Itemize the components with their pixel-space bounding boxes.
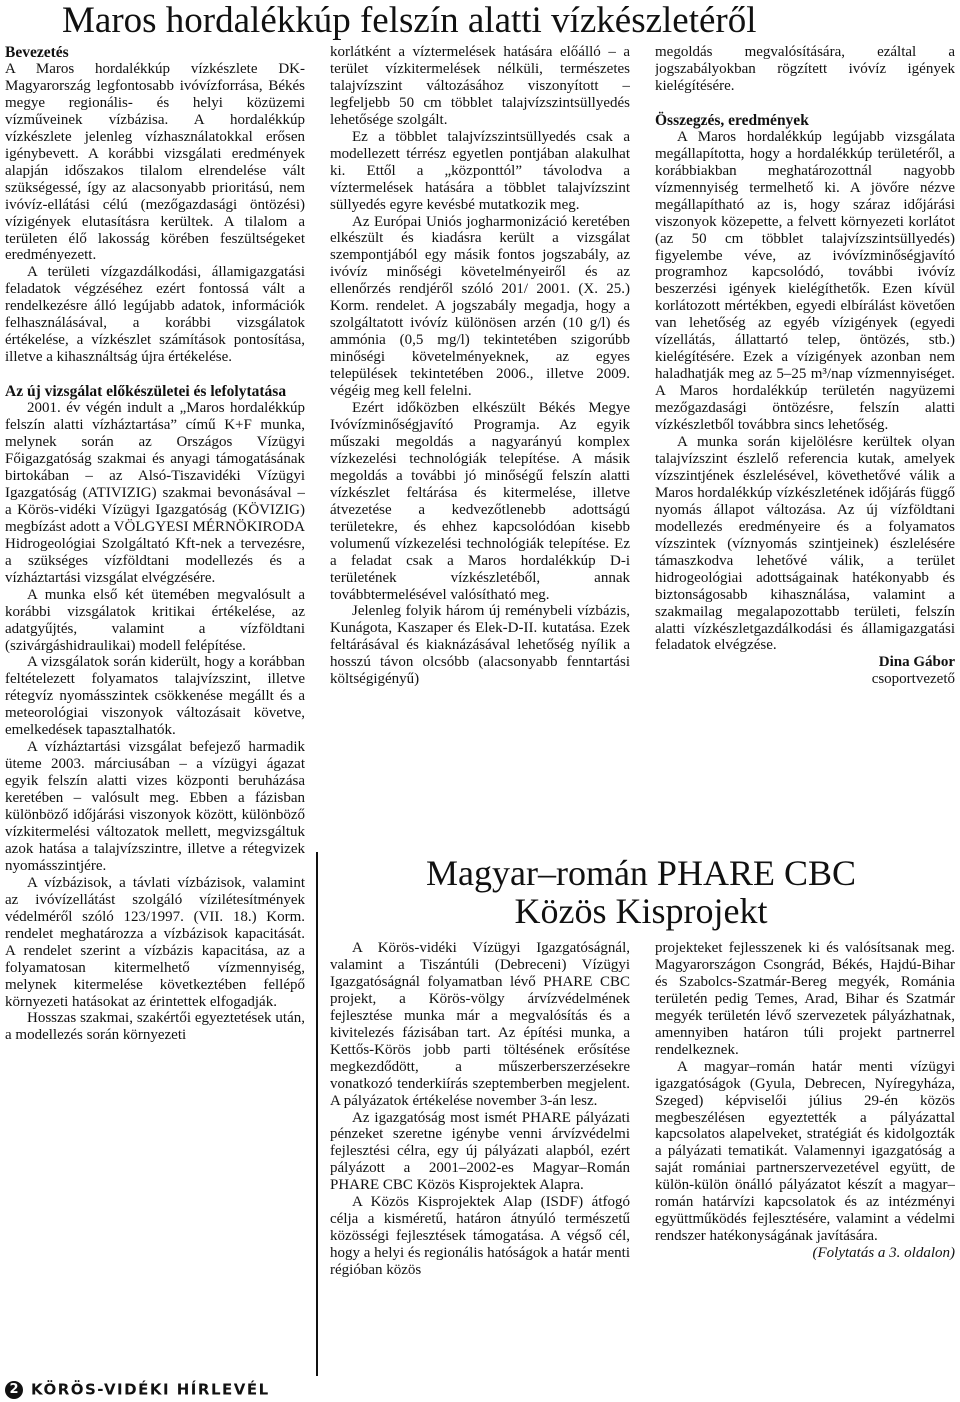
paragraph: A munka során kijelölésre kerültek olyan talajvízszint észlelő referencia kutak, amelyek vízszintjének észlelésével, követhetővé válik a Maros hordalékkúp vízkészletének időjárás függő nyomás állapot változása. Az új vízföldtani modellezés eredményeire és a folyamatos vízszintek (víznyomás szintjeinek) észlelésére támaszkodva lehetővé válik, a terület hidrogeológiai adottságainak hatékonyabb és biztonságosabb kihasználása, valamint a szakmailag megalapozottabb területi, felszín alatti vízkészletgazdálkodási és államigazgatási feladatok elvégzése. xyxy=(655,434,955,654)
paragraph: Hosszas szakmai, szakértői egyeztetések után, a modellezés során környezeti xyxy=(5,1010,305,1044)
paragraph: A Maros hordalékkúp vízkészlete DK-Magyarország legfontosabb ivóvízforrása, Békés megye regionális- és helyi közüzemi vízműveinek vízbázisa. A hordalékkúp vízkészlete jelenleg vízhasználatokkal erősen igénybevett. A korábbi vizsgálati eredmények alapján időszakos tilalom elrendelése vált szükségessé, így az alacsonyabb prioritású, nem ivóvíz-ellátási célú (mezőgazdasági öntözési) vízigények elutasításra kerültek. A tilalom a területen élő lakosság körében feszültségeket eredményezett. xyxy=(5,61,305,264)
paragraph: A vízbázisok, a távlati vízbázisok, valamint az ivóvízellátást szolgáló vízilétesítmények védelméről szóló 123/1997. (VII. 18.) Korm. rendelet meghatározza a vízbázisok kapacitását. A rendelet szerint a vízbázis kapacitása, az a folyamatosan kitermelhető vízmennyiség, melynek kitermelése következtében fellépő környezeti hatásokat az érintettek elfogadják. xyxy=(5,874,305,1010)
page-footer xyxy=(5,1378,405,1400)
paragraph: A munka első két ütemében megvalósult a korábbi vizsgálatok kritikai értékelése, az adatgyűjtés, valamint a vízföldtani (szivárgáshidraulikai) modell felépítése. xyxy=(5,586,305,654)
article2-title-line1: Magyar–román PHARE CBC xyxy=(426,853,856,893)
paragraph: A Maros hordalékkúp legújabb vizsgálata megállapította, hogy a hordalékkúp területéről, a korábbiakban meghatározottnál nagyobb vízmennyiség termelhető ki. A jövőre nézve megállapítható az is, hogy száraz időjárási viszonyok közepette, a felvett környezeti korlátot (az 50 cm többlet talajvízszintsüllyedés) figyelembe véve, az ivóvízminőségjavító programhoz kapcsolódó, további ivóvíz beszerzési igények kielégíthetők. Ezen kívül korlátozott mértékben, egyedi elbírálást követően van lehetőség az egyéb vízigények (egyedi vízellátás, állattartó telep, öntözés, stb.) kielégítésére. Ezek a vízigények azonban nem haladhatják meg az 5–25 m³/nap vízmennyiséget. A Maros hordalékkúp területén nagyüzemi mezőgazdasági öntözésre, felszín alatti vízkészletből továbbra sincs lehetőség. xyxy=(655,128,955,434)
paragraph: Ezért időközben elkészült Békés Megye Ivóvízminőségjavító Programja. Az egyik műszaki megoldás a nagyarányú komplex vízkezelési technológiák telepítése. A másik megoldás a további jó minőségű felszín alatti vízkészlet feltárása és kitermelése, illetve átvezetése a kedvezőtlenebb adottságú területekre, és ehhez kapcsolódóan kisebb volumenű vízkezelési technológiák telepítése. Ez a feladat csak a Maros hordalékkúp D-i területének vízkészletéből, annak továbbtermelésével valósítható meg. xyxy=(330,400,630,603)
section-heading: Összegzés, eredmények xyxy=(655,111,809,129)
article2-column-2 xyxy=(655,940,955,1374)
article1-column-3 xyxy=(655,44,955,836)
page-title xyxy=(0,0,960,42)
paragraph: Az igazgatóság most ismét PHARE pályázati pénzeket szeretne igénybe venni árvízvédelmi fejlesztési célra, egy új pályázati alapból, ezért pályázott a 2001–2002-es Magyar–Román PHARE CBC Közös Kisprojektek Alapra. xyxy=(330,1109,630,1194)
paragraph: A területi vízgazdálkodási, államigazgatási feladatok végzéséhez ezért fontossá vált a rendelkezésre álló legújabb adatok, információk felhasználásával, a korábbi vizsgálatok értékelése, a vízkészlet számítások pontosítása, illetve a kihasználtság újra értékelése. xyxy=(5,264,305,366)
page-number: 2 xyxy=(5,1381,23,1399)
column-divider xyxy=(316,852,318,1376)
section-spacer xyxy=(655,95,955,112)
paragraph: Ez a többlet talajvízszintsüllyedés csak a modellezett térrész egyetlen pontjában alakulhat ki. Ettől a „központtól” távolodva a víztermelések hatására a többlet talajvízszint süllyedés egyre kevésbé mutatkozik meg. xyxy=(330,128,630,213)
article2-column-1 xyxy=(330,940,630,1374)
paragraph: A Közös Kisprojektek Alap (ISDF) átfogó célja a kisméretű, határon átnyúló természetű közösségi fejlesztések támogatása. A végső cél, hogy a helyi és regionális hatóságok a határ menti régióban közös xyxy=(330,1194,630,1279)
article1-column-1 xyxy=(5,44,305,1376)
article2-title xyxy=(322,854,960,932)
continued-note: (Folytatás a 3. oldalon) xyxy=(812,1245,955,1262)
paragraph: A vízháztartási vizsgálat befejező harmadik üteme 2003. márciusában – a vízügyi ágazat egyik felszín alatti vizes központi beruházása keretében – valósult meg. Ebben a fázisban különböző időjárási viszonyok között, különböző vízkitermelési változatok mellett, megvizsgáltuk azok hatása a talajvízszintre, illetve a rétegvizek nyomásszintjére. xyxy=(5,739,305,874)
author-role: csoportvezető xyxy=(871,671,955,688)
author-name: Dina Gábor xyxy=(878,654,955,671)
paragraph: A magyar–román határ menti vízügyi igazgatóságok (Gyula, Debrecen, Nyíregyháza, Szeged) képviselői július 29-én közös megbeszélésen egyeztették a pályázattal kapcsolatos alapelveket, stratégiát és kidolgozták a pályázati tematikát. Valamennyi igazgatóság a saját romániai partnerszervezetével együtt, de külön-külön önálló pályázatot készít a magyar–román határvízi kapcsolatok és az intézményi együttműködés fejlesztésére, valamint a védelmi rendszer hatékonyságának javítására. xyxy=(655,1058,955,1245)
section-spacer xyxy=(5,366,305,383)
article2-title-line2: Közös Kisprojekt xyxy=(514,891,768,931)
paragraph: 2001. év végén indult a „Maros hordalékkúp felszín alatti vízháztartása” című K+F munka, melynek során az Országos Vízügyi Főigazgatóság szakmai és anyagi támogatásának birtokában – az Alsó-Tiszavidéki Vízügyi Igazgatóság (ATIVIZIG) szakmai bevonásával – a Körös-vidéki Vízügyi Igazgatóság (KÖVIZIG) megbízást adott a VÖLGYESI MÉRNÖKIRODA Hidrogeológiai Szolgáltató Kft-nek a tervezésre, a szükséges vízföldtani modellezés és a vízháztartási vizsgálat elvégzésére. xyxy=(5,400,305,586)
paragraph: projekteket fejlesszenek ki és valósítsanak meg. Magyarországon Csongrád, Békés, Hajdú-Bihar és Szabolcs-Szatmár-Bereg megyék, Románia területén pedig Temes, Arad, Bihar és Szatmár megyék területén lévő szervezetek pályázhatnak, amennyiben határon túli projekt partnerrel rendelkeznek. xyxy=(655,940,955,1058)
section-heading: Az új vizsgálat előkészületei és lefolytatása xyxy=(5,383,287,401)
paragraph: Jelenleg folyik három új reménybeli vízbázis, Kunágota, Kaszaper és Elek-D-II. kutatása. Ezek feltárásával és kiaknázásával lehetőség nyílik a hosszú távon olcsóbb (alacsonyabb fenntartási költségigényű) xyxy=(330,603,630,688)
author-signature xyxy=(655,654,955,688)
article1-column-3-body xyxy=(655,44,955,654)
paragraph: Az Európai Uniós jogharmonizáció keretében elkészült és kiadásra került a vizsgálat szempontjából egy másik fontos jogszabály, az ivóvíz minőségi követelményeiről és az ellenőrzés rendjéről szóló 201/ 2001. (X. 25.) Korm. rendelet. A jogszabály megadja, hogy a szolgáltatott ivóvíz különösen arzén (10 g/l) és ammónia (0,5 mg/l) tekintetében szigorúbb minőségi követelményeknek, az egyes települések tekintetében 2006., illetve 2009. végéig meg kell felelni. xyxy=(330,213,630,400)
publication-name: KÖRÖS-VIDÉKI HÍRLEVÉL xyxy=(31,1380,270,1399)
paragraph: korlátként a víztermelések hatására előálló – a terület vízkitermelések nélküli, természetes talajvízszint változásához viszonyított – legfeljebb 50 cm többlet talajvízszintsüllyedés lehetősége szolgált. xyxy=(330,44,630,128)
section-heading: Bevezetés xyxy=(5,44,69,61)
article2-column-2-body xyxy=(655,940,955,1245)
article1-column-2 xyxy=(330,44,630,841)
paragraph: A vizsgálatok során kiderült, hogy a korábban feltételezett folyamatos talajvízszint, illetve rétegvíz nyomásszintek csökkenése megállt és a meteorológiai viszonyok változásait követve, emelkedések tapasztalhatók. xyxy=(5,654,305,739)
paragraph: megoldás megvalósítására, ezáltal a jogszabályokban rögzített ivóvíz igények kielégítésére. xyxy=(655,44,955,94)
page-title-text: Maros hordalékkúp felszín alatti vízkészletéről xyxy=(62,0,757,41)
paragraph: A Körös-vidéki Vízügyi Igazgatóságnál, valamint a Tiszántúli (Debreceni) Vízügyi Igazgatóságnál folyamatban lévő PHARE CBC projekt, a Körös-völgy árvízvédelmének fejlesztése munka már a megvalósítás és a kivitelezés fázisában tart. Az építési munka, a Kettős-Körös jobb parti töltésének erősítése megkezdődött, a műszerberszerzésekre vonatkozó tenderkiírás szeptemberben megjelent. A pályázatok értékelése november 3-án lesz. xyxy=(330,940,630,1109)
